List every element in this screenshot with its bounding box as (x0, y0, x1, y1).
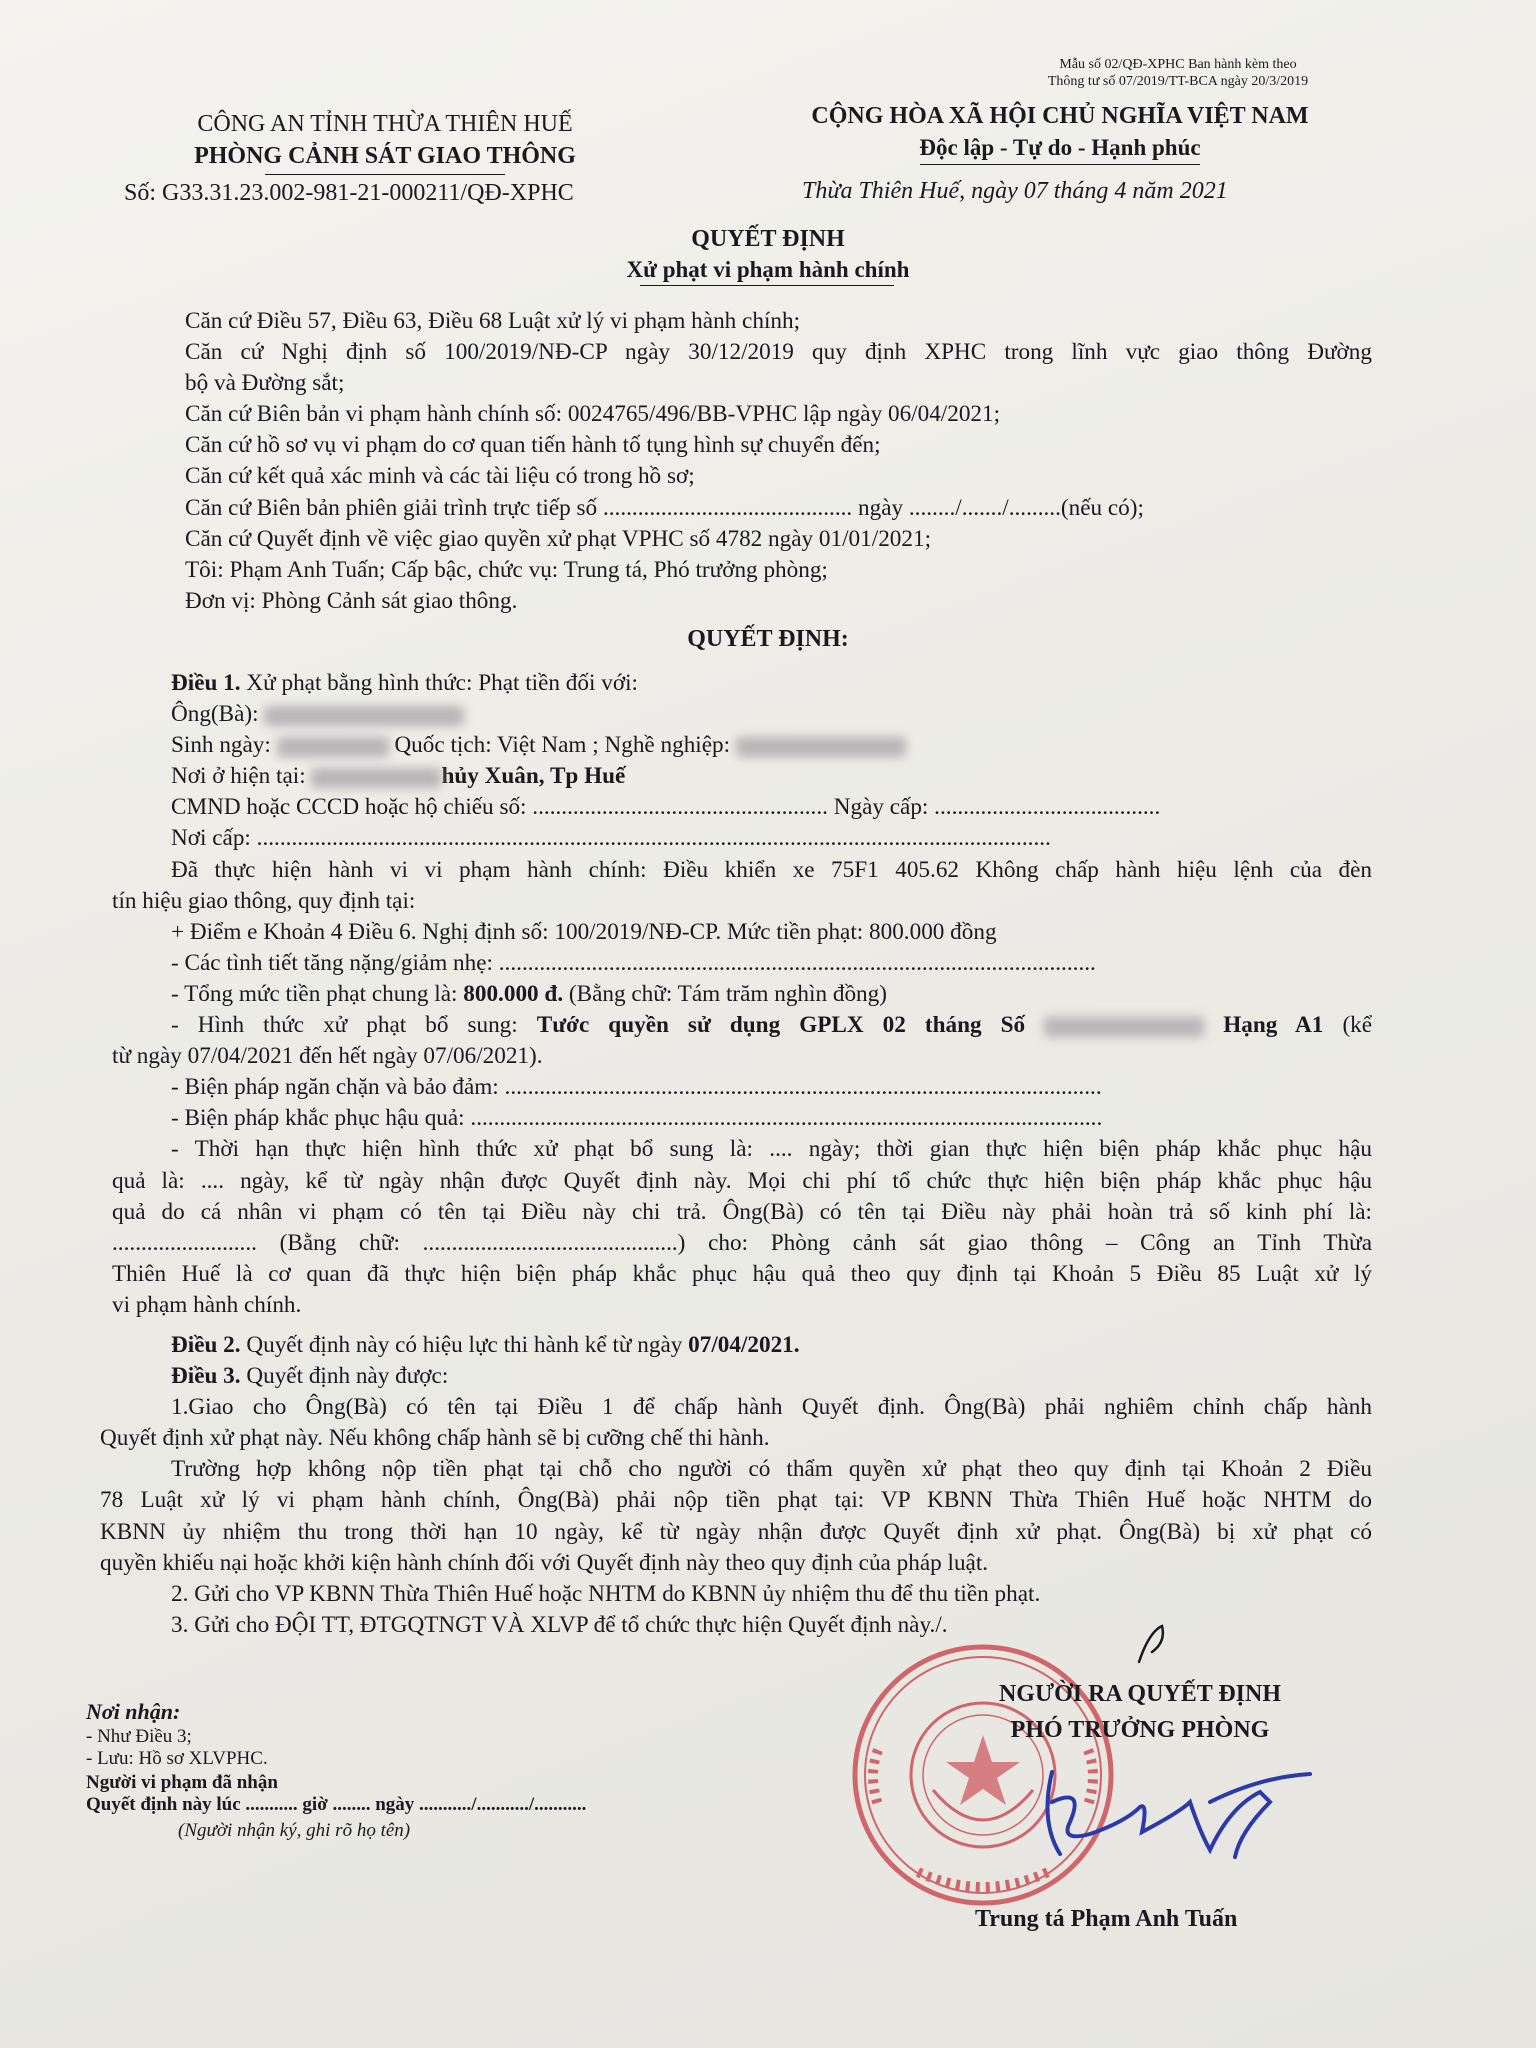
receipt-line-1: Người vi phạm đã nhận (86, 1772, 278, 1793)
document-title: QUYẾT ĐỊNH (691, 226, 845, 252)
redacted-occupation (736, 737, 906, 757)
redacted-address (311, 768, 441, 788)
subtitle-underline (640, 285, 894, 286)
document-number: Số: G33.31.23.002-981-21-000211/QĐ-XPHC (124, 180, 574, 206)
redacted-name (264, 706, 464, 726)
redacted-dob (277, 737, 389, 757)
decision-heading: QUYẾT ĐỊNH: (687, 626, 849, 652)
signer-name: Trung tá Phạm Anh Tuấn (975, 1906, 1238, 1932)
handwritten-signature (1030, 1762, 1320, 1872)
signer-block (940, 1676, 1340, 1748)
nation-header (740, 100, 1380, 165)
recipients: Nơi nhận: - Như Điều 3; - Lưu: Hồ sơ XLVPHC. Người vi phạm đã nhận Quyết định này lúc ........... giờ ........ ngày .........../.........../........... (Người nhận ký, ghi rõ họ tên) (86, 1698, 766, 1842)
agency-parent: CÔNG AN TỈNH THỪA THIÊN HUẾ (197, 111, 573, 137)
redacted-license-number (1044, 1017, 1204, 1037)
motto-underline (920, 164, 1200, 165)
article-1: Điều 1. Xử phạt bằng hình thức: Phạt tiền đối với: Ông(Bà): Sinh ngày: Quốc tịch: Việt Nam ; Nghề nghiệp: Nơi ở hiện tại: hủy Xuân, Tp Huế CMND hoặc CCCD hoặc hộ chiếu số: ................................................... Ngày cấp: ....................................... Nơi cấp: ......................................................................................................................................... Đã thực hiện hành vi vi phạm hành chính: Điều khiển xe 75F1 405.62 Không chấp hành hiệu lệnh của đèn tín hiệu giao thông, quy định tại: + Điểm e Khoản 4 Điều 6. Nghị định số: 100/2019/NĐ-CP. Mức tiền phạt: 800.000 đồng - Các tình tiết tăng nặng/giảm nhẹ: ....................................................................................................... - Tổng mức tiền phạt chung là: 800.000 đ. (Bằng chữ: Tám trăm nghìn đồng) - Hình thức xử phạt bổ sung: Tước quyền sử dụng GPLX 02 tháng Số Hạng A1 (kể từ ngày 07/04/2021 đến hết ngày 07/06/2021). - Biện pháp ngăn chặn và bảo đảm: ....................................................................................................... - Biện pháp khắc phục hậu quả: ............................................................................................................. - Thời hạn thực hiện hình thức xử phạt bổ sung là: .... ngày; thời gian thực hiện biện pháp khắc phục hậu quả là: .... ngày, kể từ ngày nhận được Quyết định này. Mọi chi phí tổ chức thực hiện biện pháp khắc phục hậu quả do cá nhân vi phạm có tên tại Điều này chi trả. Ông(Bà) có tên tại Điều này phải hoàn trả số kinh phí là: ......................... (Bằng chữ: ............................................) cho: Phòng cảnh sát giao thông – Công an Tỉnh Thừa Thiên Huế là cơ quan đã thực hiện biện pháp khắc phục hậu quả theo quy định tại Khoản 5 Điều 85 Luật xử lý vi phạm hành chính. (112, 670, 1373, 1318)
receipt-note: (Người nhận ký, ghi rõ họ tên) (178, 1820, 411, 1841)
signer-role: NGƯỜI RA QUYẾT ĐỊNH (998, 1681, 1282, 1707)
nation-motto: Độc lập - Tự do - Hạnh phúc (919, 135, 1201, 160)
signer-title: PHÓ TRƯỞNG PHÒNG (1010, 1717, 1270, 1743)
agency-underline (265, 174, 505, 175)
check-mark-icon (1134, 1622, 1174, 1668)
place-date: Thừa Thiên Huế, ngày 07 tháng 4 năm 2021 (802, 178, 1228, 204)
agency-name: PHÒNG CẢNH SÁT GIAO THÔNG (194, 143, 576, 169)
legal-bases: Căn cứ Điều 57, Điều 63, Điều 68 Luật xử lý vi phạm hành chính; Căn cứ Nghị định số 100/2019/NĐ-CP ngày 30/12/2019 quy định XPHC trong lĩnh vực giao thông Đường bộ và Đường sắt; Căn cứ Biên bản vi phạm hành chính số: 0024765/496/BB-VPHC lập ngày 06/04/2021; Căn cứ hồ sơ vụ vi phạm do cơ quan tiến hành tố tụng hình sự chuyển đến; Căn cứ kết quả xác minh và các tài liệu có trong hồ sơ; Căn cứ Biên bản phiên giải trình trực tiếp số ........................................... ngày ......../......./.........(nếu có); Căn cứ Quyết định về việc giao quyền xử phạt VPHC số 4782 ngày 01/01/2021; Tôi: Phạm Anh Tuấn; Cấp bậc, chức vụ: Trung tá, Phó trưởng phòng; Đơn vị: Phòng Cảnh sát giao thông. (185, 308, 1372, 614)
document-subtitle: Xử phạt vi phạm hành chính (626, 257, 910, 282)
form-note: Mẫu số 02/QĐ-XPHC Ban hành kèm theo Thông tư số 07/2019/TT-BCA ngày 20/3/2019 (1047, 57, 1309, 89)
receipt-line-2: Quyết định này lúc ........... giờ ........ ngày .........../.........../........... (86, 1794, 587, 1815)
agency-header (150, 108, 620, 175)
recipients-title: Nơi nhận: (86, 1699, 181, 1724)
nation-title: CỘNG HÒA XÃ HỘI CHỦ NGHĨA VIỆT NAM (811, 103, 1309, 129)
article-2-3: Điều 2. Quyết định này có hiệu lực thi hành kể từ ngày 07/04/2021. Điều 3. Quyết định này được: 1.Giao cho Ông(Bà) có tên tại Điều 1 để chấp hành Quyết định. Ông(Bà) phải nghiêm chỉnh chấp hành Quyết định xử phạt này. Nếu không chấp hành sẽ bị cưỡng chế thi hành. Trường hợp không nộp tiền phạt tại chỗ cho người có thẩm quyền xử phạt theo quy định tại Khoản 2 Điều 78 Luật xử lý vi phạm hành chính, Ông(Bà) phải nộp tiền phạt tại: VP KBNN Thừa Thiên Huế hoặc NHTM do KBNN ủy nhiệm thu trong thời hạn 10 ngày, kể từ ngày nhận được Quyết định xử phạt. Ông(Bà) bị xử phạt có quyền khiếu nại hoặc khởi kiện hành chính đối với Quyết định này theo quy định của pháp luật. 2. Gửi cho VP KBNN Thừa Thiên Huế hoặc NHTM do KBNN ủy nhiệm thu để thu tiền phạt. 3. Gửi cho ĐỘI TT, ĐTGQTNGT VÀ XLVP để tổ chức thực hiện Quyết định này./. (100, 1332, 1372, 1638)
